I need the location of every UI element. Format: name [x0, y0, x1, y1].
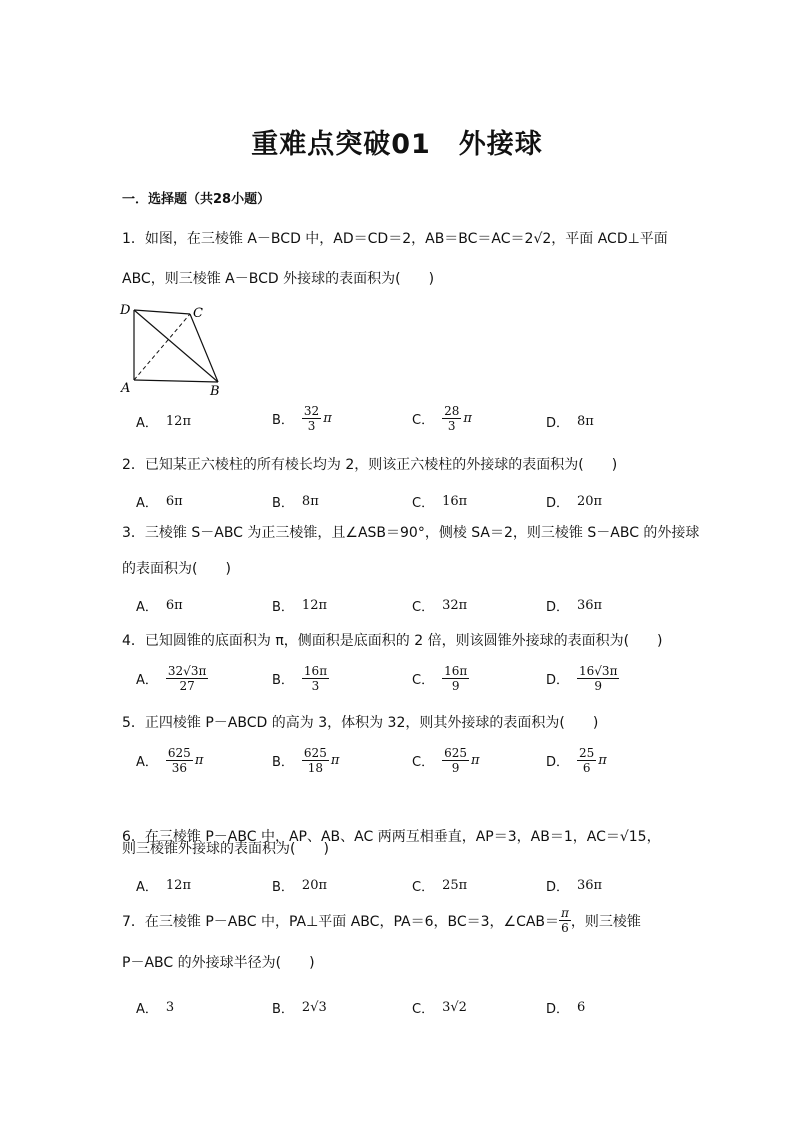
q4-option-d[interactable]: D． $\frac{16√3\pi}{9}$ [546, 664, 618, 693]
edge-cb [190, 314, 218, 382]
question-7-text-line-2: P－ABC 的外接球半径为( ) [122, 955, 315, 971]
question-7-text-line-1: 7．在三棱锥 P－ABC 中，PA⊥平面 ABC，PA＝6，BC＝3，∠CAB＝ $\frac{\pi}{6}$ ，则三棱锥 [122, 906, 641, 935]
fraction: $\frac{25}{6}$ [579, 746, 595, 775]
fraction: $\frac{32}{3}$ [303, 404, 320, 433]
fraction: $\frac{16√3\pi}{9}$ [579, 664, 618, 693]
question-3-text-line-1: 3．三棱锥 S－ABC 为正三棱锥，且∠ASB＝90°，侧棱 SA＝2，则三棱锥 S－ABC 的外接球 [122, 525, 700, 541]
question-1-text-line-2: ABC，则三棱锥 A－BCD 外接球的表面积为( ) [122, 271, 435, 287]
edge-dc [134, 310, 190, 314]
edge-ac-hidden [134, 314, 190, 380]
question-2-text-line-1: 2．已知某正六棱柱的所有棱长均为 2，则该正六棱柱的外接球的表面积为( ) [122, 457, 618, 473]
q5-option-d[interactable]: D． $\frac{25}{6}$ π [546, 746, 607, 775]
page-title: 重难点突破01 外接球 [251, 129, 543, 160]
q1-option-a[interactable] [136, 412, 191, 431]
vertex-label-d: D [120, 303, 131, 318]
q6-option-b[interactable]: B． 20π [272, 878, 328, 895]
q7-option-b[interactable]: B． 2√3 [272, 1000, 327, 1017]
option-label: A． [136, 416, 158, 431]
q3-option-c[interactable]: C． 32π [412, 598, 468, 615]
q7-option-d[interactable]: D． 6 [546, 1000, 586, 1017]
fraction: $\frac{32√3\pi}{27}$ [167, 664, 207, 693]
question-6-text-line-1: 6．在三棱锥 P－ABC 中，AP、AB、AC 两两互相垂直，AP＝3，AB＝1，AC＝√15， [122, 829, 661, 845]
q2-option-d[interactable]: D． 20π [546, 494, 603, 511]
q5-option-b[interactable]: B． $\frac{625}{18}$ π [272, 746, 340, 775]
question-5-text-line-1: 5．正四棱锥 P－ABCD 的高为 3，体积为 32，则其外接球的表面积为( ) [122, 715, 599, 731]
fraction: $\frac{\pi}{6}$ [561, 906, 569, 935]
fraction: $\frac{625}{36}$ [167, 746, 191, 775]
q1-option-d[interactable] [546, 412, 594, 431]
q4-option-b[interactable]: B． $\frac{16\pi}{3}$ [272, 664, 328, 693]
option-value: 8π [577, 414, 594, 429]
fraction: $\frac{625}{9}$ [444, 746, 467, 775]
q2-option-c[interactable]: C． 16π [412, 494, 468, 511]
option-label: C． [412, 413, 435, 428]
vertex-label-c: C [193, 306, 203, 321]
q2-option-a[interactable]: A． 6π [136, 494, 183, 511]
option-label: B． [272, 413, 294, 428]
q5-option-a[interactable]: A． $\frac{625}{36}$ π [136, 746, 204, 775]
option-label: D． [546, 416, 570, 431]
q3-option-d[interactable]: D． 36π [546, 598, 603, 615]
q7-option-a[interactable]: A． 3 [136, 1000, 175, 1017]
fraction: $\frac{28}{3}$ [444, 404, 460, 433]
q6-option-c[interactable]: C． 25π [412, 878, 468, 895]
q1-option-c[interactable]: C． $\frac{28}{3}$ π [412, 404, 472, 433]
edge-db [134, 310, 218, 382]
q4-option-c[interactable]: C． $\frac{16\pi}{9}$ [412, 664, 468, 693]
question-4-text-line-1: 4．已知圆锥的底面积为 π，侧面积是底面积的 2 倍，则该圆锥外接球的表面积为( ) [122, 633, 663, 649]
q6-option-a[interactable]: A． 12π [136, 878, 191, 895]
q3-option-a[interactable]: A． 6π [136, 598, 183, 615]
question-1-text-line-1: 1．如图，在三棱锥 A－BCD 中，AD＝CD＝2，AB＝BC＝AC＝2√2，平面 ACD⊥平面 [122, 231, 668, 247]
fraction: $\frac{625}{18}$ [303, 746, 327, 775]
q1-option-b[interactable]: B． $\frac{32}{3}$ π [272, 404, 332, 433]
question-3-text-line-2: 的表面积为( ) [122, 561, 231, 577]
question-1-figure [116, 298, 228, 398]
vertex-label-a: A [121, 381, 131, 396]
option-value: 12π [165, 414, 191, 429]
q4-option-a[interactable]: A． $\frac{32√3\pi}{27}$ [136, 664, 207, 693]
vertex-label-b: B [210, 384, 220, 398]
q7-option-c[interactable]: C． 3√2 [412, 1000, 467, 1017]
question-6-text-line-2: 则三棱锥外接球的表面积为( ) [122, 841, 329, 857]
fraction: $\frac{16\pi}{9}$ [444, 664, 468, 693]
section-heading: 一．选择题（共28小题） [122, 192, 271, 207]
q3-option-b[interactable]: B． 12π [272, 598, 328, 615]
fraction: $\frac{16\pi}{3}$ [303, 664, 328, 693]
q2-option-b[interactable]: B． 8π [272, 494, 319, 511]
q5-option-c[interactable]: C． $\frac{625}{9}$ π [412, 746, 480, 775]
edge-ab [134, 380, 218, 382]
q6-option-d[interactable]: D． 36π [546, 878, 603, 895]
